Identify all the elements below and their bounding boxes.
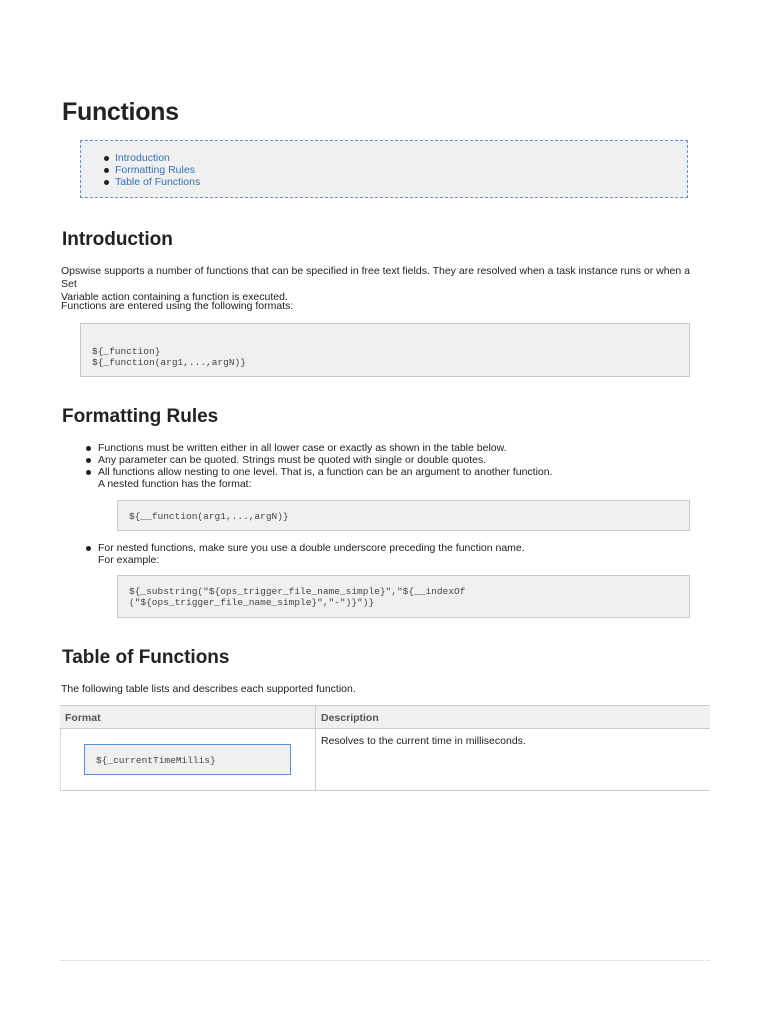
code-line: ${_substring("${ops_trigger_file_name_simple}","${__indexOf (129, 586, 466, 597)
functions-table (60, 705, 710, 791)
list-item-text: For example: (98, 554, 160, 566)
page-footer-divider (60, 960, 710, 961)
table-intro-text: The following table lists and describes each supported function. (61, 683, 356, 695)
toc-link-introduction[interactable]: Introduction (115, 152, 200, 164)
code-line: ${_currentTimeMillis} (96, 755, 216, 766)
introduction-paragraph (61, 265, 701, 304)
list-item (88, 466, 553, 490)
table-of-contents (80, 140, 688, 198)
table-of-functions-heading: Table of Functions (62, 647, 230, 668)
formats-intro-text: Functions are entered using the following formats: (61, 300, 294, 312)
list-item-text: All functions allow nesting to one level. That is, a function can be an argument to another function. (98, 466, 553, 478)
code-line: ${_function(arg1,...,argN)} (92, 357, 246, 368)
list-item-text: For nested functions, make sure you use a double underscore preceding the function name. (98, 542, 525, 554)
list-item (88, 442, 507, 454)
introduction-paragraph-line-2: Variable action containing a function is executed. (61, 291, 288, 303)
page-title: Functions (62, 98, 179, 126)
introduction-heading: Introduction (62, 229, 173, 250)
introduction-paragraph-line-1: Opswise supports a number of functions that can be specified in free text fields. They are resolved when a task instance runs or when a Set (61, 265, 690, 290)
format-code-cell (84, 744, 291, 775)
toc-link-table-of-functions[interactable]: Table of Functions (115, 176, 201, 188)
table-header-row (60, 705, 710, 729)
code-line: ${__function(arg1,...,argN)} (129, 511, 289, 522)
code-line: ${_function} (92, 346, 161, 357)
column-header-description[interactable]: Description (321, 712, 379, 724)
nested-example-code-block (117, 575, 690, 618)
formatting-rules-heading: Formatting Rules (62, 406, 219, 427)
list-item-text: Functions must be written either in all lower case or exactly as shown in the table below. (98, 442, 507, 454)
column-header-format[interactable]: Format (65, 712, 101, 724)
list-item (88, 542, 525, 566)
list-item-text: Any parameter can be quoted. Strings must be quoted with single or double quotes. (98, 454, 487, 466)
list-item (88, 454, 486, 466)
nested-format-code-block (117, 500, 690, 531)
code-line: ("${ops_trigger_file_name_simple}","-")}")} (129, 597, 375, 608)
formats-code-block (80, 323, 690, 377)
description-cell: Resolves to the current time in milliseconds. (321, 735, 526, 747)
column-divider (315, 705, 316, 791)
list-item-text: A nested function has the format: (98, 478, 252, 490)
toc-link-formatting-rules[interactable]: Formatting Rules (115, 164, 200, 176)
